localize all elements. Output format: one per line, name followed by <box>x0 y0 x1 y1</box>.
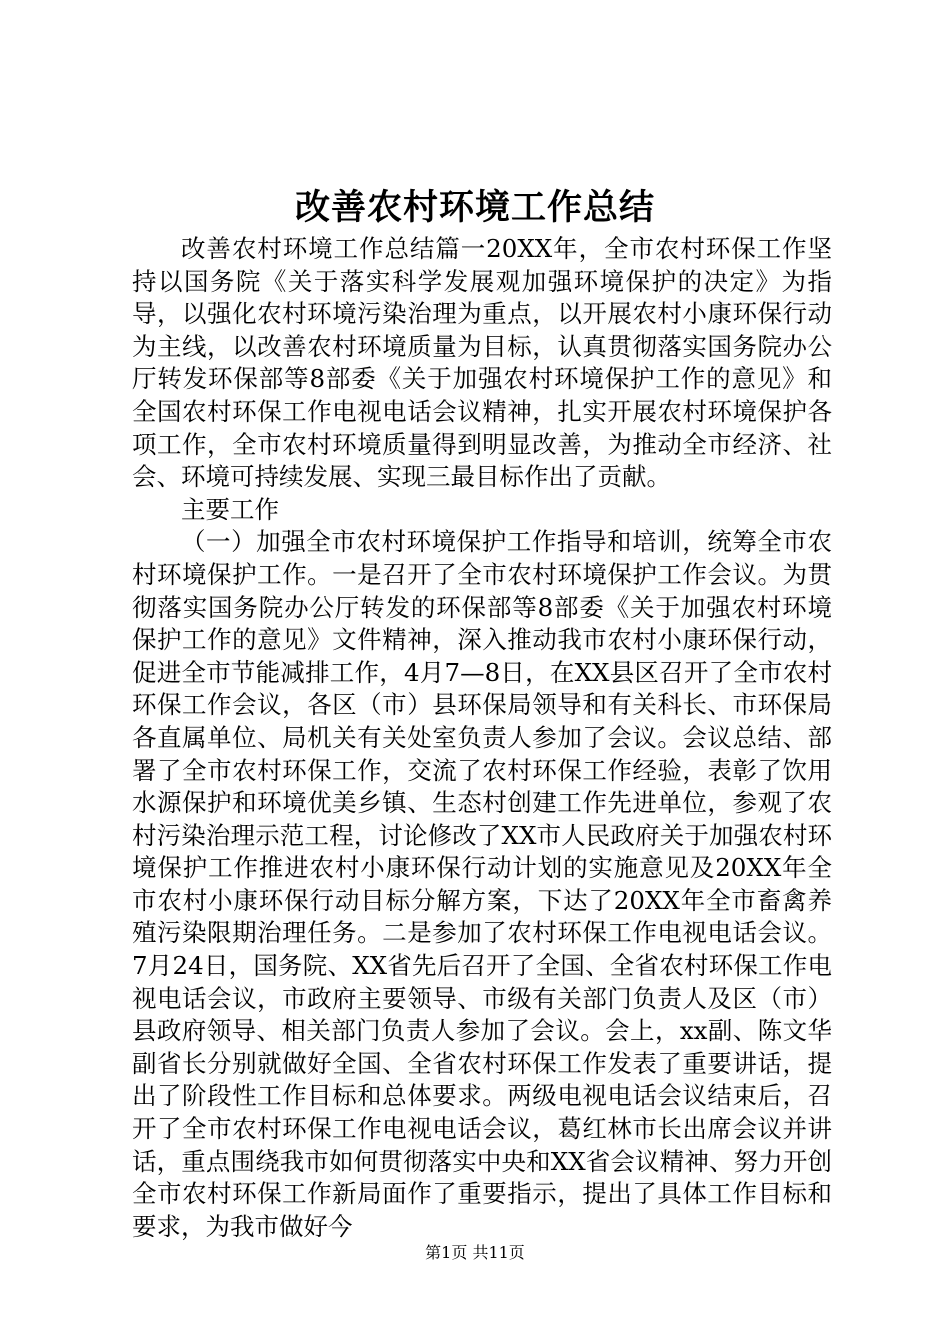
paragraph-intro: 改善农村环境工作总结篇一20XX年，全市农村环保工作坚持以国务院《关于落实科学发展观加强环境保护的决定》为指导，以强化农村环境污染治理为重点，以开展农村小康环保行动为主线，以改善农村环境质量为目标，认真贯彻落实国务院办公厅转发环保部等8部委《关于加强农村环境保护工作的意见》和全国农村环保工作电视电话会议精神，扎实开展农村环境保护各项工作，全市农村环境质量得到明显改善，为推动全市经济、社会、环境可持续发展、实现三最目标作出了贡献。 <box>132 234 832 492</box>
document-body <box>132 233 832 1243</box>
document-title: 改善农村环境工作总结 <box>294 187 655 228</box>
section-heading-main-work: 主要工作 <box>181 494 279 524</box>
page-number-footer: 第1页 共11页 <box>425 1243 525 1262</box>
paragraph-section-one: （一）加强全市农村环境保护工作指导和培训，统筹全市农村环境保护工作。一是召开了全市农村环境保护工作会议。为贯彻落实国务院办公厅转发的环保部等8部委《关于加强农村环境保护工作的意见》文件精神，深入推动我市农村小康环保行动，促进全市节能减排工作，4月7—8日，在XX县区召开了全市农村环保工作会议，各区（市）县环保局领导和有关科长、市环保局各直属单位、局机关有关处室负责人参加了会议。会议总结、部署了全市农村环保工作，交流了农村环保工作经验，表彰了饮用水源保护和环境优美乡镇、生态村创建工作先进单位，参观了农村污染治理示范工程，讨论修改了XX市人民政府关于加强农村环境保护工作推进农村小康环保行动计划的实施意见及20XX年全市农村小康环保行动目标分解方案，下达了20XX年全市畜禽养殖污染限期治理任务。二是参加了农村环保工作电视电话会议。7月24日，国务院、XX省先后召开了全国、全省农村环保工作电视电话会议，市政府主要领导、市级有关部门负责人及区（市）县政府领导、相关部门负责人参加了会议。会上，xx副、陈文华副省长分别就做好全国、全省农村环保工作发表了重要讲话，提出了阶段性工作目标和总体要求。两级电视电话会议结束后，召开了全市农村环保工作电视电话会议，葛红林市长出席会议并讲话，重点围绕我市如何贯彻落实中央和XX省会议精神、努力开创全市农村环保工作新局面作了重要指示，提出了具体工作目标和要求，为我市做好今 <box>132 527 832 1241</box>
